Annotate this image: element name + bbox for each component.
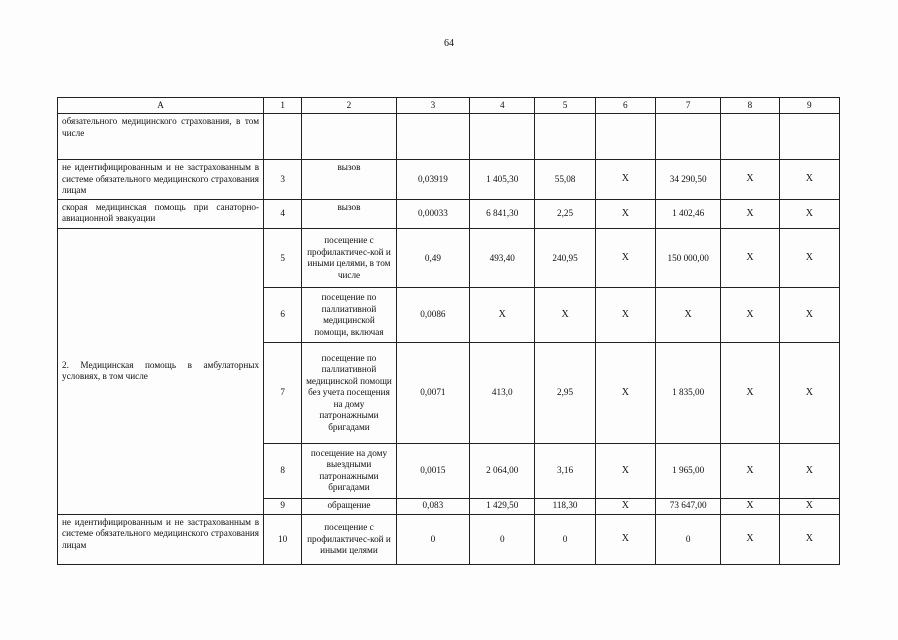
header-cell: 4 (470, 98, 535, 114)
cell-row-number: 9 (264, 498, 302, 514)
cell-value: Х (595, 288, 655, 342)
cell-value: Х (470, 288, 535, 342)
table-row (58, 160, 840, 200)
cell-value: Х (595, 444, 655, 498)
table-header-row (58, 98, 840, 114)
cell-row-number: 10 (264, 514, 302, 564)
cell-value: Х (721, 199, 779, 228)
cell-value: 0,03919 (396, 160, 469, 200)
cell-value: 2 064,00 (470, 444, 535, 498)
cell-value: 413,0 (470, 342, 535, 444)
cell-value: 0,49 (396, 229, 469, 288)
cell-value: 1 405,30 (470, 160, 535, 200)
table-row (58, 114, 840, 160)
cell-value: Х (535, 288, 595, 342)
cell-value: 493,40 (470, 229, 535, 288)
cell-row-number: 5 (264, 229, 302, 288)
header-cell: 3 (396, 98, 469, 114)
cell-value (721, 114, 779, 160)
cell-value: 73 647,00 (656, 498, 721, 514)
header-cell: А (58, 98, 264, 114)
cell-value: 0 (535, 514, 595, 564)
cell-value: 2,25 (535, 199, 595, 228)
cell-unit (302, 114, 396, 160)
cell-value: 0,083 (396, 498, 469, 514)
cell-value: 1 402,46 (656, 199, 721, 228)
page-number: 64 (444, 38, 454, 49)
cell-value: 240,95 (535, 229, 595, 288)
cell-value: 0,00033 (396, 199, 469, 228)
cell-value: 55,08 (535, 160, 595, 200)
cell-value: Х (779, 288, 839, 342)
cell-value (470, 114, 535, 160)
cell-value: 150 000,00 (656, 229, 721, 288)
cell-value: 0,0015 (396, 444, 469, 498)
cell-value: 0,0086 (396, 288, 469, 342)
cell-unit: вызов (302, 160, 396, 200)
cell-unit: посещение с профилактичес-кой и иными целями (302, 514, 396, 564)
cell-unit: вызов (302, 199, 396, 228)
cell-row-number: 3 (264, 160, 302, 200)
header-cell: 5 (535, 98, 595, 114)
cell-value (396, 114, 469, 160)
row-name: скорая медицинская помощь при санаторно-авиационной эвакуации (58, 199, 264, 228)
cell-value (595, 114, 655, 160)
cell-value: 1 835,00 (656, 342, 721, 444)
table-row (58, 199, 840, 228)
header-cell: 1 (264, 98, 302, 114)
cell-value: 6 841,30 (470, 199, 535, 228)
row-name: 2. Медицинская помощь в амбулаторных условиях, в том числе (58, 229, 264, 515)
cell-value: 3,16 (535, 444, 595, 498)
cell-value: 1 429,50 (470, 498, 535, 514)
cell-value: Х (779, 444, 839, 498)
cell-value: Х (721, 498, 779, 514)
cell-unit: посещение на дому выездными патронажными бригадами (302, 444, 396, 498)
cell-value: Х (779, 229, 839, 288)
cell-value: 2,95 (535, 342, 595, 444)
cell-value: Х (779, 342, 839, 444)
cell-value (779, 114, 839, 160)
cell-value: Х (721, 444, 779, 498)
cell-value: 118,30 (535, 498, 595, 514)
cell-value: Х (595, 498, 655, 514)
cell-value: 0,0071 (396, 342, 469, 444)
cell-value: Х (779, 514, 839, 564)
cell-value (535, 114, 595, 160)
cell-value: 34 290,50 (656, 160, 721, 200)
cell-value: 1 965,00 (656, 444, 721, 498)
cell-value: Х (595, 199, 655, 228)
cell-value: Х (595, 160, 655, 200)
header-cell: 6 (595, 98, 655, 114)
table-row (58, 229, 840, 288)
cell-value: Х (779, 160, 839, 200)
row-name: не идентифицированным и не застрахованным в системе обязательного медицинского страхования лицам (58, 160, 264, 200)
header-cell: 2 (302, 98, 396, 114)
header-cell: 9 (779, 98, 839, 114)
cell-row-number: 7 (264, 342, 302, 444)
cell-value: Х (721, 288, 779, 342)
cell-unit: посещение по паллиативной медицинской помощи без учета посещения на дому патронажными бригадами (302, 342, 396, 444)
table-row (58, 514, 840, 564)
cell-value: Х (721, 342, 779, 444)
cell-row-number: 8 (264, 444, 302, 498)
cell-unit: посещение по паллиативной медицинской помощи, включая (302, 288, 396, 342)
cell-value: Х (595, 514, 655, 564)
cell-value: Х (721, 229, 779, 288)
cell-row-number: 4 (264, 199, 302, 228)
cell-value: Х (595, 342, 655, 444)
cell-row-number: 6 (264, 288, 302, 342)
cell-unit: обращение (302, 498, 396, 514)
cell-value: 0 (656, 514, 721, 564)
cell-value: Х (595, 229, 655, 288)
cell-value: 0 (396, 514, 469, 564)
header-cell: 8 (721, 98, 779, 114)
cell-row-number (264, 114, 302, 160)
header-cell: 7 (656, 98, 721, 114)
data-table (57, 97, 840, 565)
cell-value: Х (779, 199, 839, 228)
cell-value: 0 (470, 514, 535, 564)
row-name: не идентифицированным и не застрахованным в системе обязательного медицинского страхования лицам (58, 514, 264, 564)
cell-unit: посещение с профилактичес-кой и иными целями, в том числе (302, 229, 396, 288)
cell-value: Х (779, 498, 839, 514)
cell-value (656, 114, 721, 160)
row-name: обязательного медицинского страхования, в том числе (58, 114, 264, 160)
cell-value: Х (656, 288, 721, 342)
cell-value: Х (721, 514, 779, 564)
cell-value: Х (721, 160, 779, 200)
